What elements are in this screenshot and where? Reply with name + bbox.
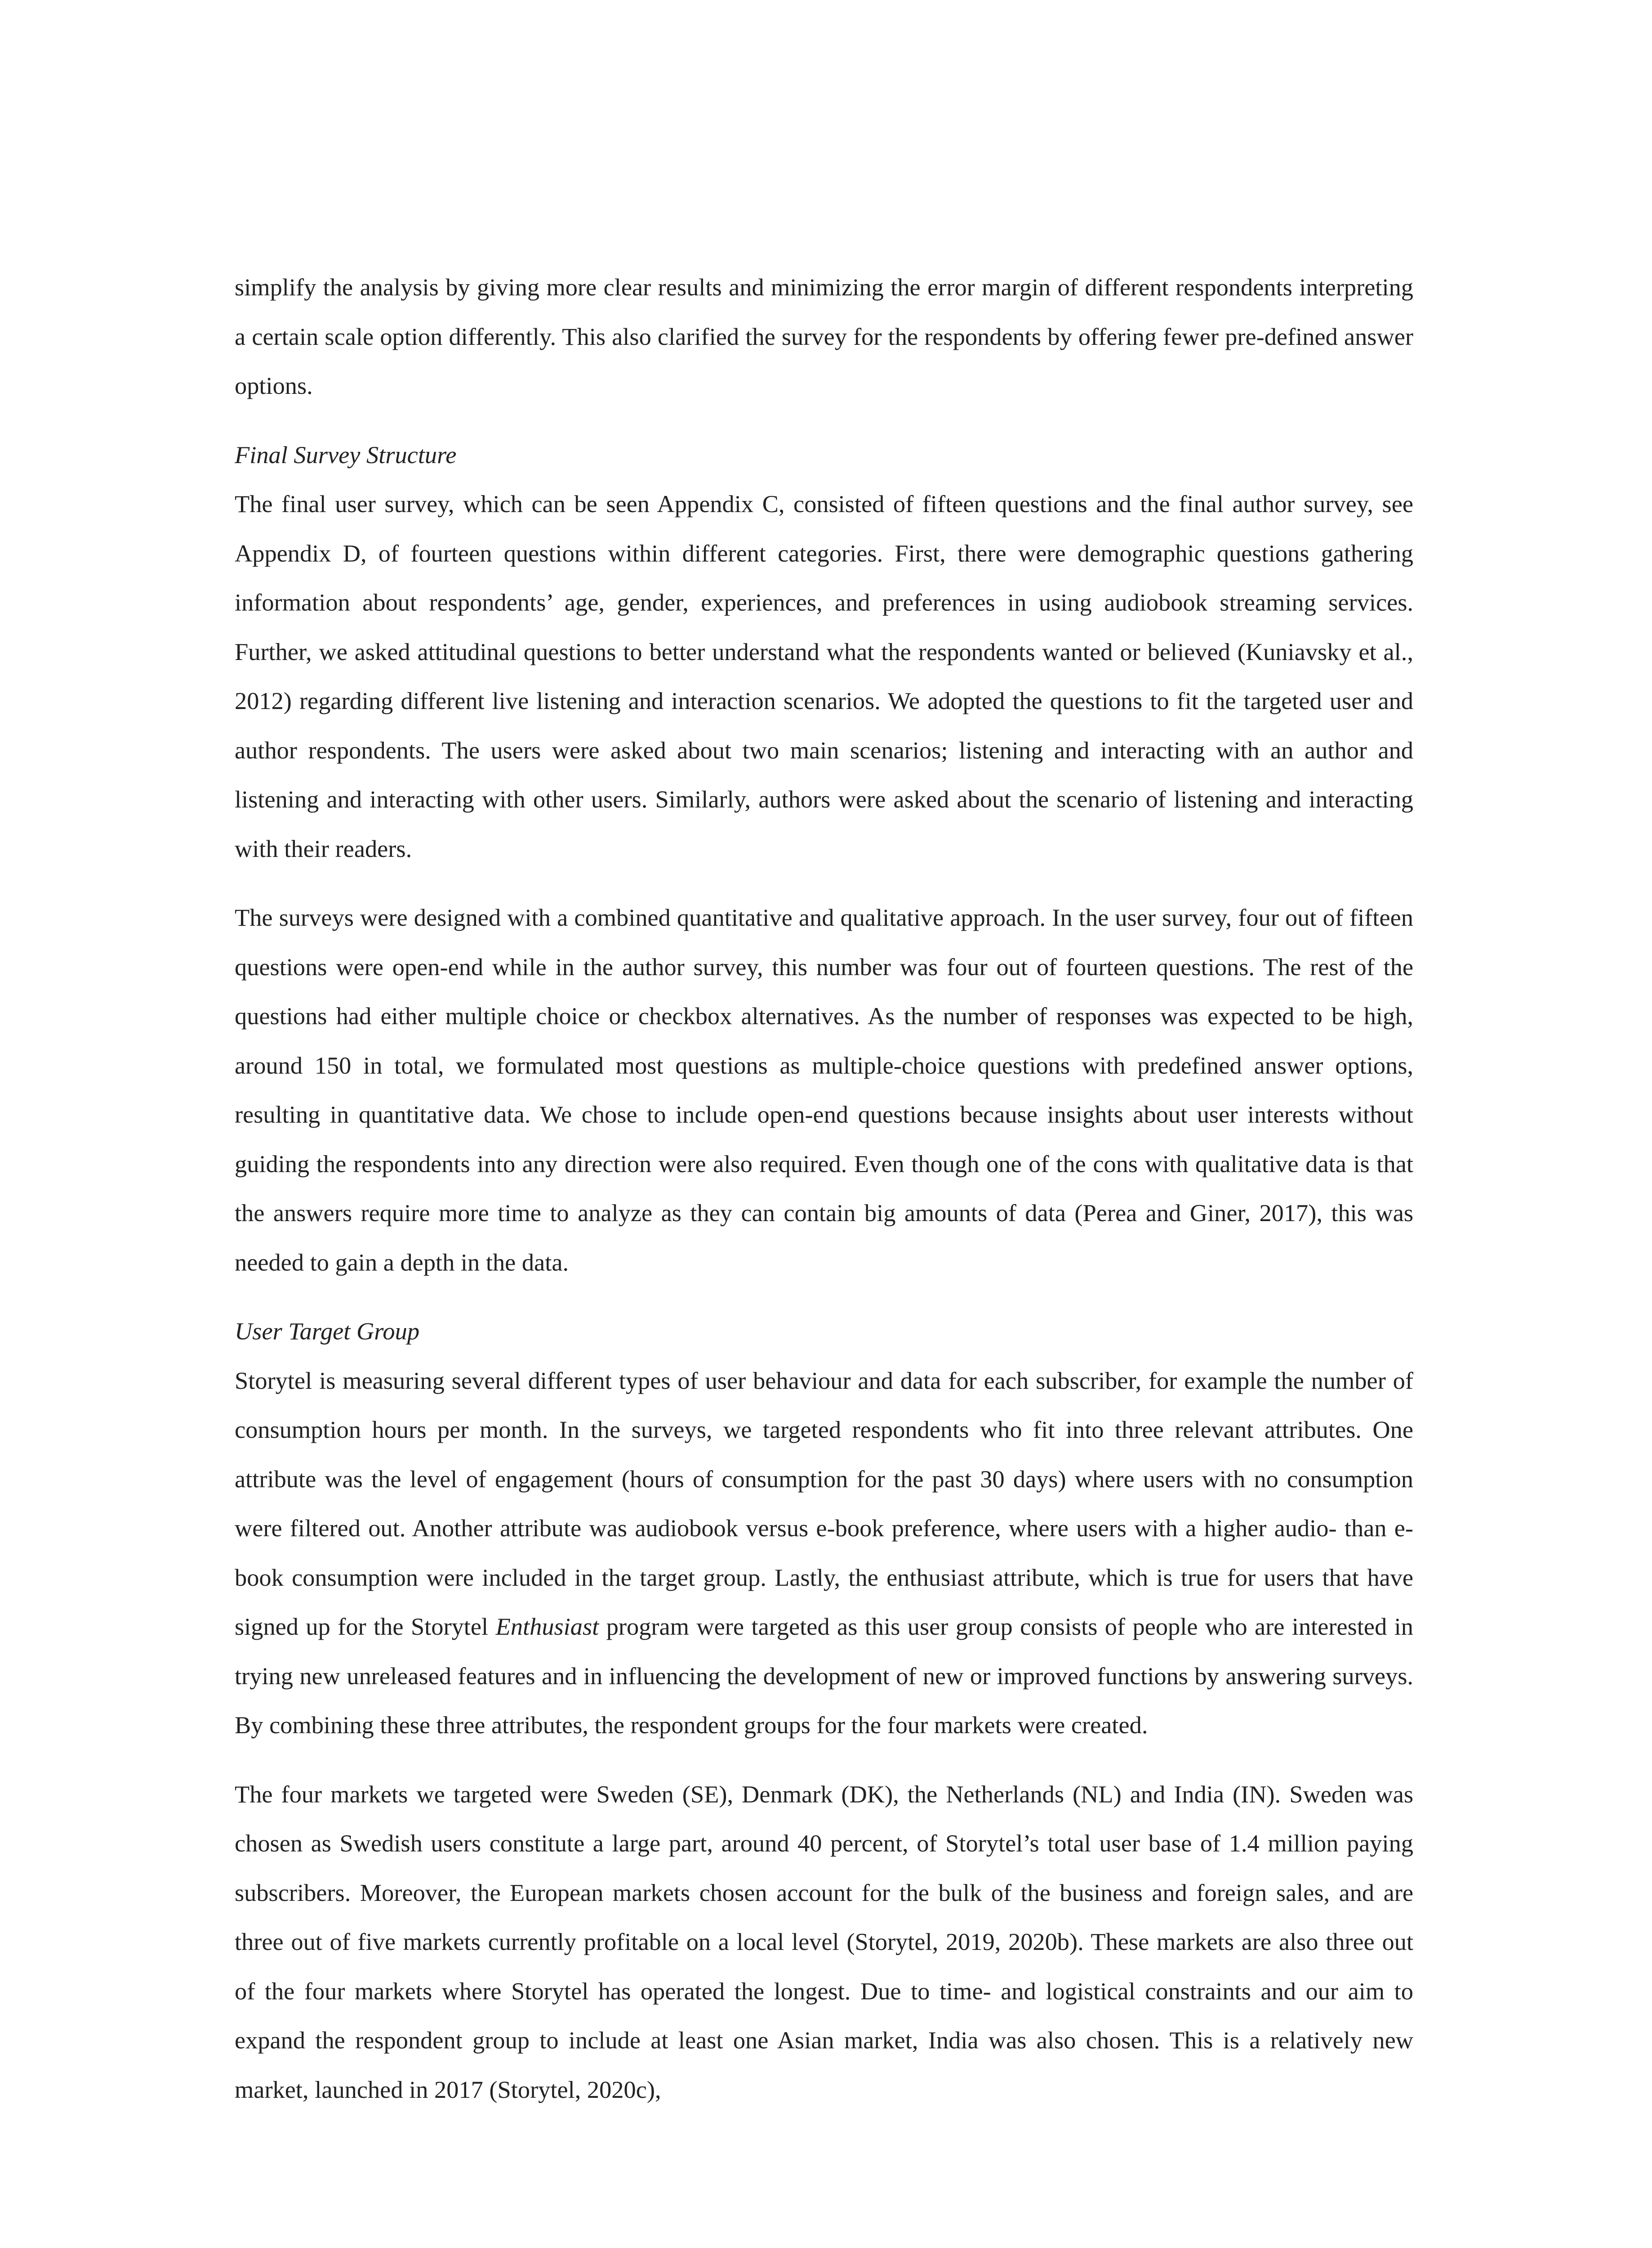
- paragraph-4: [235, 1356, 1413, 1750]
- enthusiast-program-name: Enthusiast: [495, 1613, 599, 1640]
- paragraph-2: The final user survey, which can be seen Appendix C, consisted of fifteen questions and the final author survey, see Appendix D, of fourteen questions within different categories. First, there were demographic questions gathering information about respondents’ age, gender, experiences, and preferences in using audiobook streaming services. Further, we asked attitudinal questions to better understand what the respondents wanted or believed (Kuniavsky et al., 2012) regarding different live listening and interaction scenarios. We adopted the questions to fit the targeted user and author respondents. The users were asked about two main scenarios; listening and interacting with an author and listening and interacting with other users. Similarly, authors were asked about the scenario of listening and interacting with their readers.: [235, 491, 1413, 862]
- page-number: [0, 2244, 1652, 2248]
- paragraph-4-text-end: program were targeted as this user group consists of people who are interested in trying new unreleased features and in influencing the development of new or improved functions by answering surveys. By combining these three attributes, the respondent groups for the four markets were created.: [235, 1613, 1413, 1739]
- paragraph-5: The four markets we targeted were Sweden (SE), Denmark (DK), the Netherlands (NL) and India (IN). Sweden was chosen as Swedish users constitute a large part, around 40 percent, of Storytel’s total user base of 1.4 million paying subscribers. Moreover, the European markets chosen account for the bulk of the business and foreign sales, and are three out of five markets currently profitable on a local level (Storytel, 2019, 2020b). These markets are also three out of the four markets where Storytel has operated the longest. Due to time- and logistical constraints and our aim to expand the respondent group to include at least one Asian market, India was also chosen. This is a relatively new market, launched in 2017 (Storytel, 2020c),: [235, 1780, 1413, 2103]
- paragraph-1: simplify the analysis by giving more clear results and minimizing the error margin of different respondents interpreting a certain scale option differently. This also clarified the survey for the respondents by offering fewer pre-defined answer options.: [235, 274, 1413, 399]
- section-heading-user-target-group: User Target Group: [235, 1318, 420, 1345]
- section-heading-final-survey-structure: Final Survey Structure: [235, 441, 457, 468]
- paragraph-4-text-start: Storytel is measuring several different types of user behaviour and data for each subscriber, for example the number of consumption hours per month. In the surveys, we targeted respondents who fit into three relevant attributes. One attribute was the level of engagement (hours of consumption for the past 30 days) where users with no consumption were filtered out. Another attribute was audiobook versus e-book preference, where users with a higher audio- than e-book consumption were included in the target group. Lastly, the enthusiast attribute, which is true for users that have signed up for the Storytel: [235, 1367, 1413, 1640]
- paragraph-3: The surveys were designed with a combined quantitative and qualitative approach. In the user survey, four out of fifteen questions were open-end while in the author survey, this number was four out of fourteen questions. The rest of the questions had either multiple choice or checkbox alternatives. As the number of responses was expected to be high, around 150 in total, we formulated most questions as multiple-choice questions with predefined answer options, resulting in quantitative data. We chose to include open-end questions because insights about user interests without guiding the respondents into any direction were also required. Even though one of the cons with qualitative data is that the answers require more time to analyze as they can contain big amounts of data (Perea and Giner, 2017), this was needed to gain a depth in the data.: [235, 904, 1413, 1276]
- body-text: [235, 263, 1413, 2134]
